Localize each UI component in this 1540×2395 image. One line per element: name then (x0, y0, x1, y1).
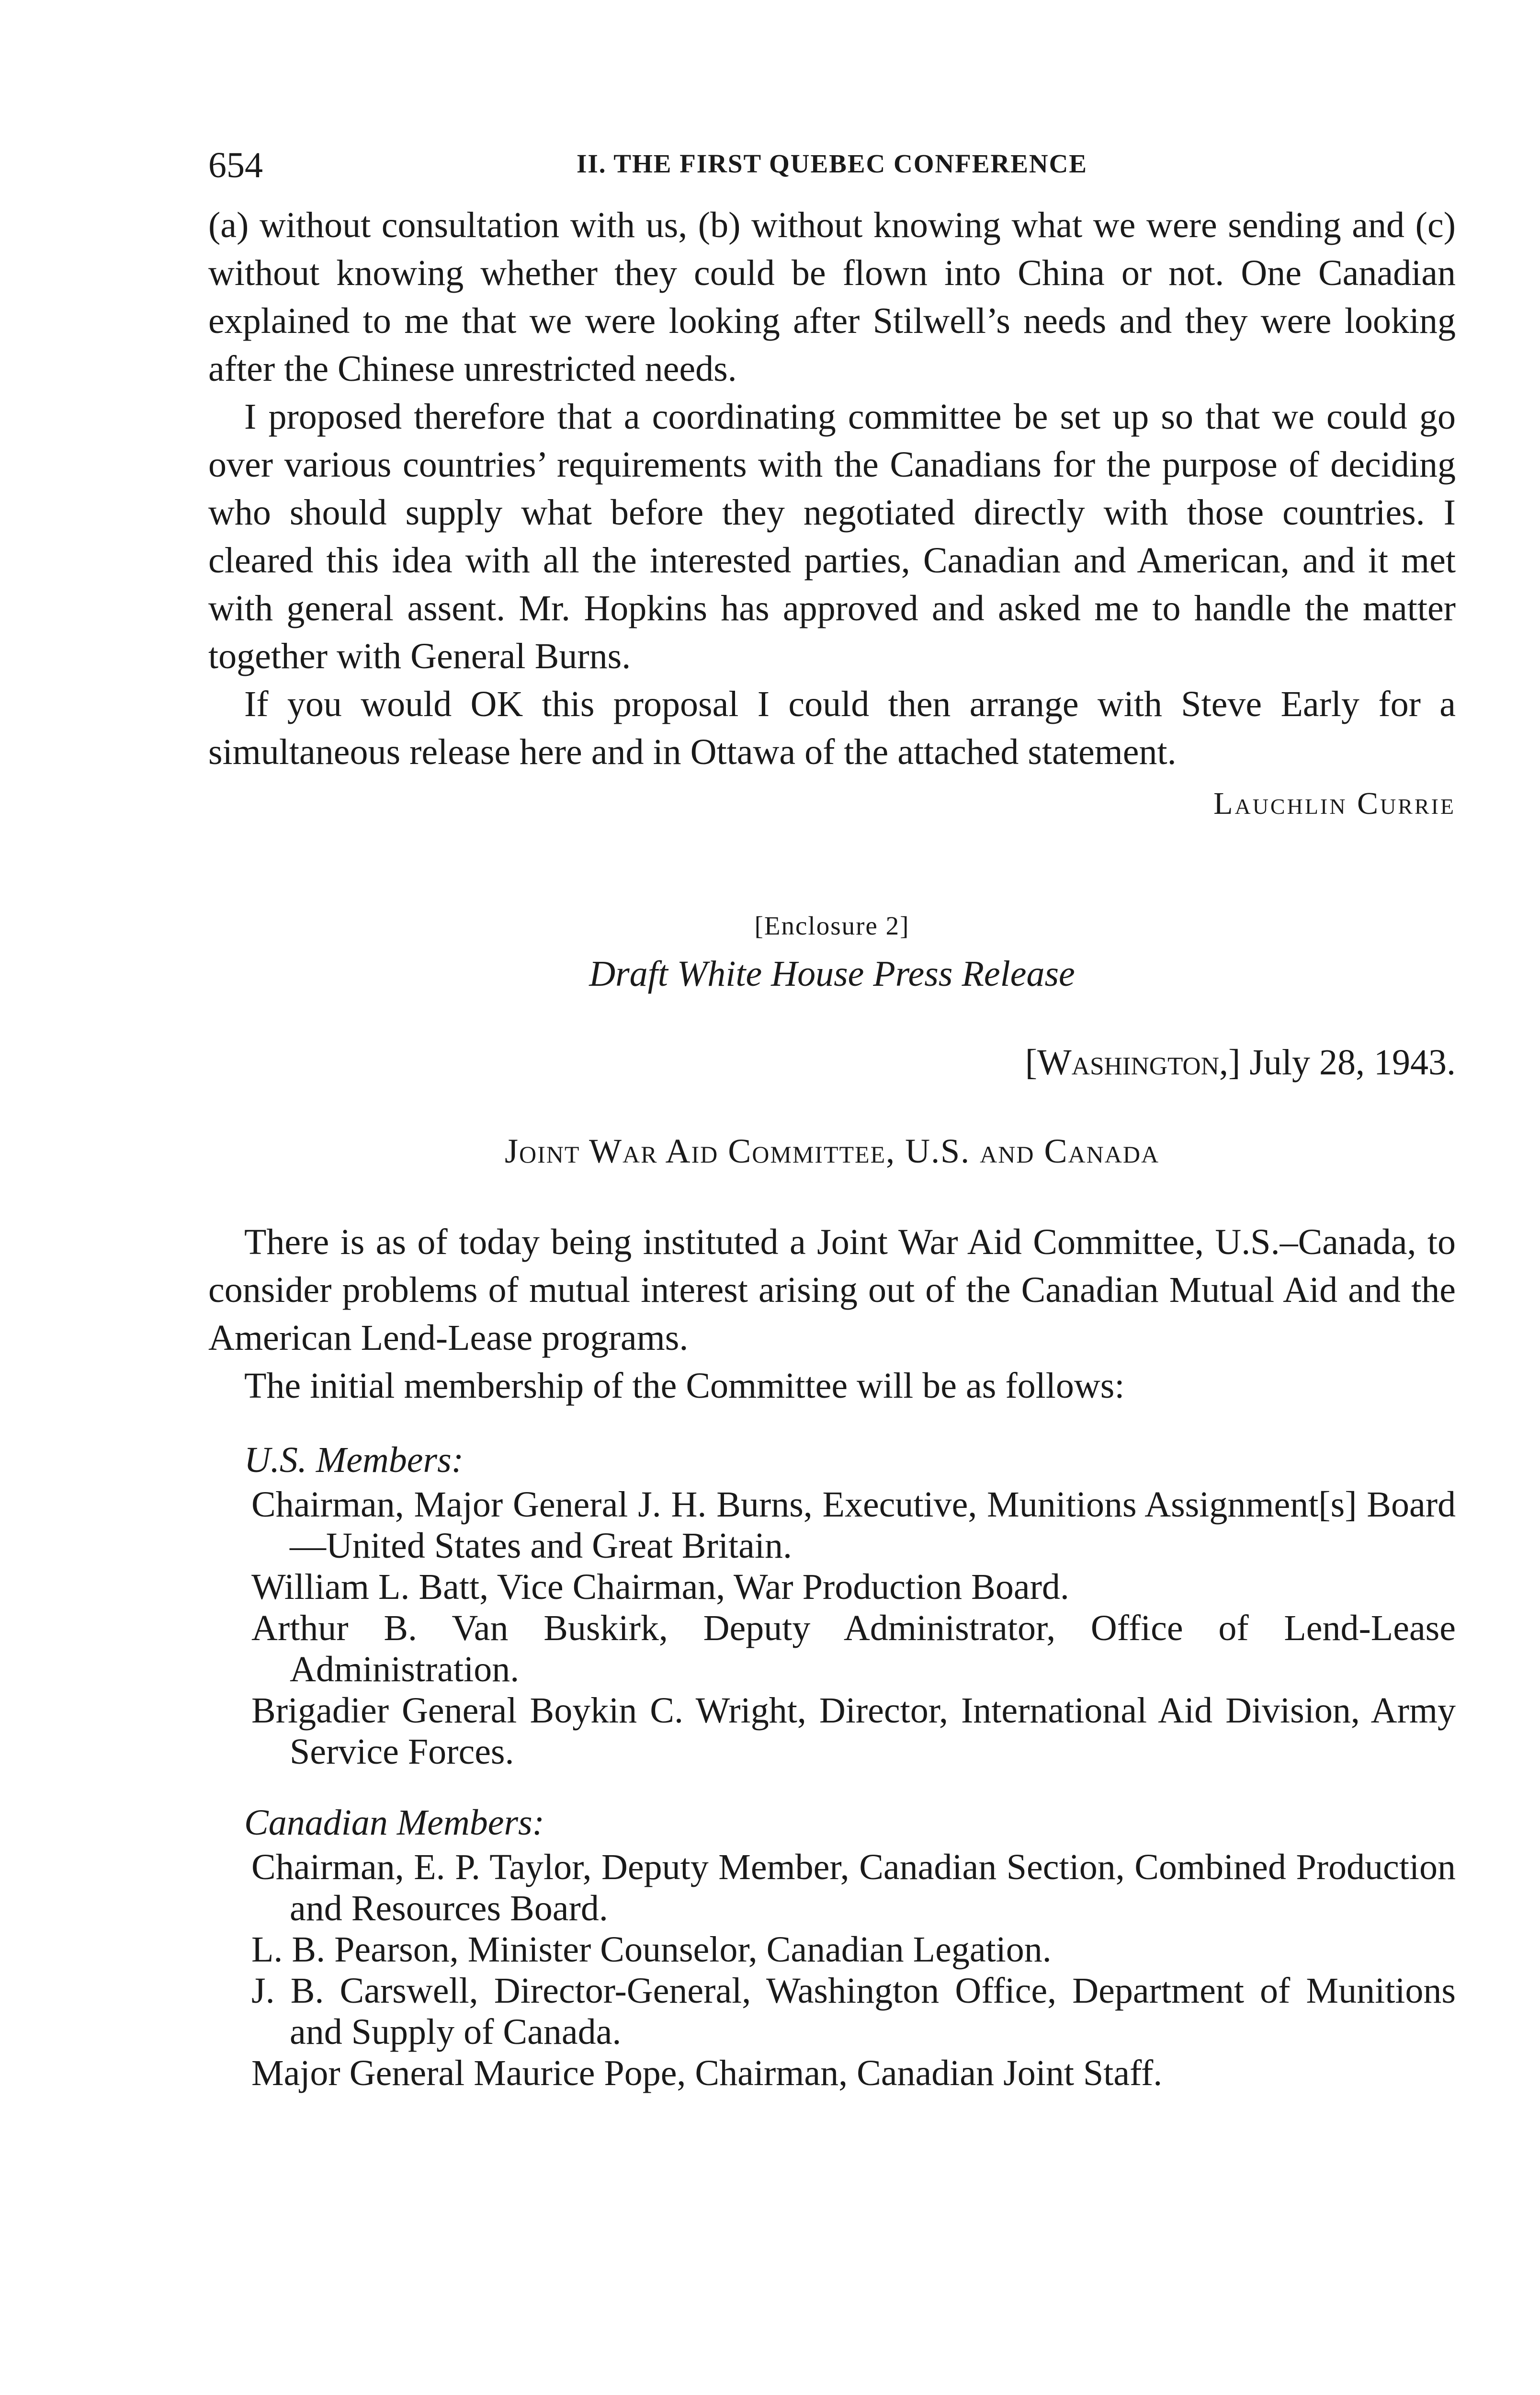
page-number: 654 (208, 145, 263, 185)
canadian-member-1: Chairman, E. P. Taylor, Deputy Member, Canadian Section, Combined Production and Resources Board. (251, 1847, 1456, 1928)
us-member-1: Chairman, Major General J. H. Burns, Executive, Munitions Assignment[s] Board—United States and Great Britain. (251, 1484, 1456, 1566)
canadian-members-list (208, 1847, 1456, 2094)
press-release-paragraph-1: There is as of today being instituted a Joint War Aid Committee, U.S.–Canada, to consider problems of mutual interest arising out of the Canadian Mutual Aid and the American Lend-Lease programs. (208, 1222, 1456, 1358)
page-header (208, 144, 1456, 201)
canadian-members-label: Canadian Members: (244, 1802, 544, 1843)
dateline-place: [Washington,] (1025, 1042, 1241, 1083)
us-member-4: Brigadier General Boykin C. Wright, Director, International Aid Division, Army Service Forces. (251, 1690, 1456, 1772)
us-member-3: Arthur B. Van Buskirk, Deputy Administrator, Office of Lend-Lease Administration. (251, 1608, 1456, 1689)
press-release-paragraph-2: The initial membership of the Committee will be as follows: (244, 1366, 1125, 1406)
letter-paragraph-2: I proposed therefore that a coordinating committee be set up so that we could go over various countries’ requirements with the Canadians for the purpose of deciding who should supply what before they negotiated directly with those countries. I cleared this idea with all the interested parties, Canadian and American, and it met with general assent. Mr. Hopkins has approved and asked me to handle the matter together with General Burns. (208, 397, 1456, 676)
letter-paragraph-3: If you would OK this proposal I could then arrange with Steve Early for a simultaneous release here and in Ottawa of the attached statement. (208, 684, 1456, 772)
canadian-member-2: L. B. Pearson, Minister Counselor, Canadian Legation. (251, 1929, 1052, 1970)
signature: Lauchlin Currie (1213, 786, 1456, 821)
enclosure-title: Draft White House Press Release (589, 954, 1075, 994)
letter-paragraph-1: (a) without consultation with us, (b) without knowing what we were sending and (c) without knowing whether they could be flown into China or not. One Canadian explained to me that we were looking after Stilwell’s needs and they were looking after the Chinese unrestricted needs. (208, 205, 1456, 389)
dateline (208, 1038, 1456, 1086)
press-release-heading: Joint War Aid Committee, U.S. and Canada (504, 1132, 1160, 1170)
canadian-member-4: Major General Maurice Pope, Chairman, Canadian Joint Staff. (251, 2053, 1163, 2093)
press-release-body (208, 1218, 1456, 1410)
us-members-label: U.S. Members: (244, 1440, 464, 1480)
us-member-2: William L. Batt, Vice Chairman, War Production Board. (251, 1567, 1069, 1607)
canadian-member-3: J. B. Carswell, Director-General, Washington Office, Department of Munitions and Supply of Canada. (251, 1971, 1456, 2052)
enclosure-label: [Enclosure 2] (754, 911, 910, 940)
letter-body (208, 201, 1456, 776)
us-members-list (208, 1484, 1456, 1772)
running-head: II. THE FIRST QUEBEC CONFERENCE (576, 149, 1087, 178)
dateline-date: July 28, 1943. (1249, 1042, 1456, 1083)
document-page (208, 144, 1456, 2094)
